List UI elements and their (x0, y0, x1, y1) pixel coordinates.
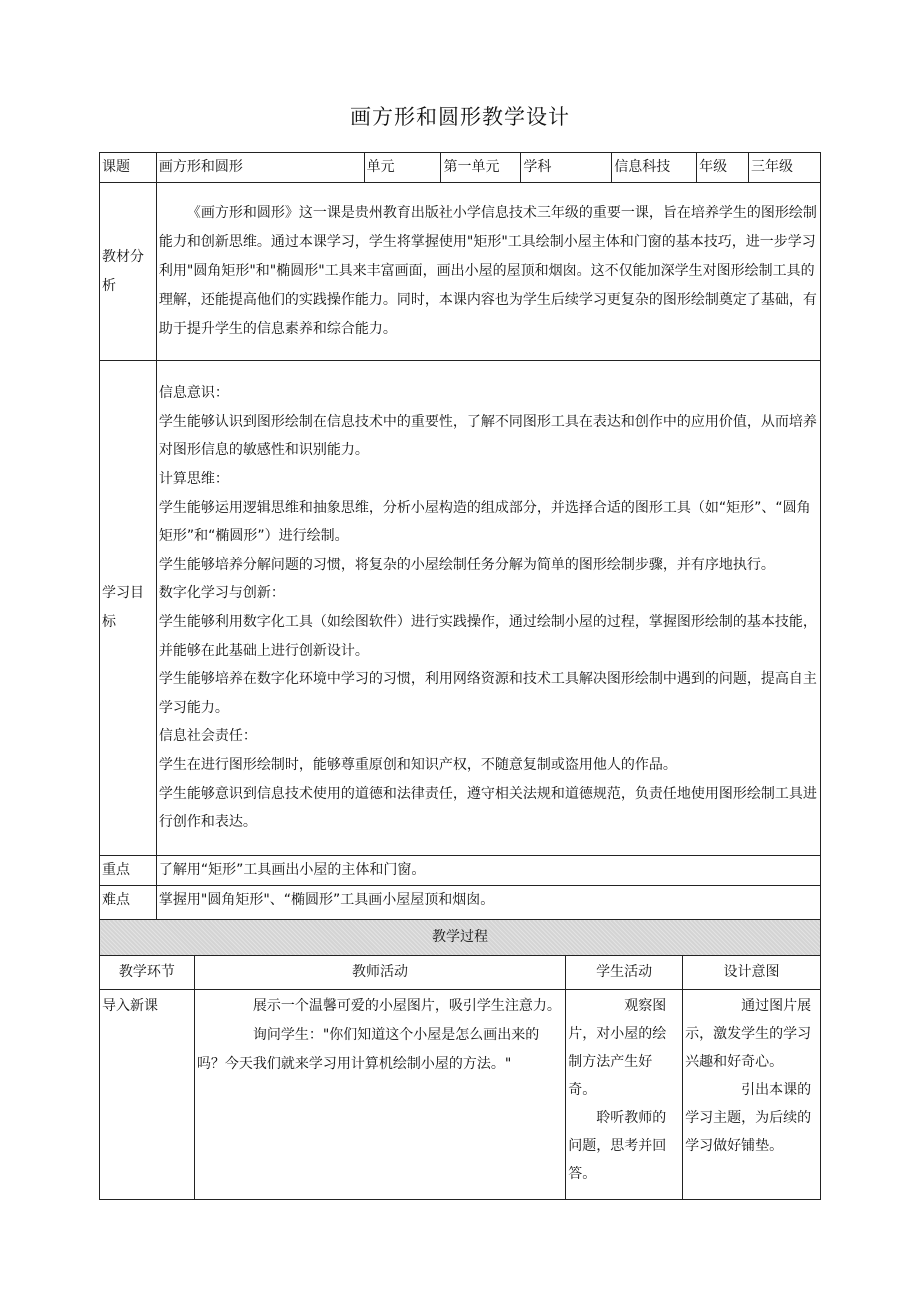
topic-value: 画方形和圆形 (156, 153, 364, 183)
objective-item: 学生能够意识到信息技术使用的道德和法律责任，遵守相关法规和道德规范，负责任地使用图形绘制工具进行创作和表达。 (158, 785, 817, 831)
difficulty-row (100, 886, 821, 920)
subject-value: 信息科技 (612, 153, 697, 183)
unit-value: 第一单元 (441, 153, 521, 183)
unit-label: 单元 (364, 153, 441, 183)
subject-label: 学科 (521, 153, 612, 183)
objective-item: 学生能够利用数字化工具（如绘图软件）进行实践操作，通过绘制小屋的过程，掌握图形绘制的基本技能，并能够在此基础上进行创新设计。 (158, 614, 817, 659)
analysis-paragraph: 《画方形和圆形》这一课是贵州教育出版社小学信息技术三年级的重要一课，旨在培养学生的图形绘制能力和创新思维。通过本课学习，学生将掌握使用"矩形"工具绘制小屋主体和门窗的基本技巧，进一步学习利用"圆角矩形"和"椭圆形"工具来丰富画面，画出小屋的屋顶和烟囱。这不仅能加深学生对图形绘制工具的理解，还能提高他们的实践操作能力。同时，本课内容也为学生后续学习更复杂的图形绘制奠定了基础，有助于提升学生的信息素养和综合能力。 (158, 205, 817, 337)
column-header-stage: 教学环节 (100, 956, 195, 990)
teaching-process-table (99, 919, 821, 1200)
info-row (100, 153, 821, 183)
process-header-row (100, 956, 821, 990)
objective-item: 学生能够培养分解问题的习惯，将复杂的小屋绘制任务分解为简单的图形绘制步骤，并有序地执行。 (158, 556, 775, 573)
teacher-activity-cell (194, 990, 565, 1200)
student-activity-item: 观察图片，对小屋的绘制方法产生好奇。 (568, 998, 667, 1098)
objectives-row (100, 361, 821, 856)
objectives-content (156, 361, 820, 856)
column-header-intent: 设计意图 (683, 956, 821, 990)
student-activity-item: 聆听教师的问题，思考并回答。 (568, 1110, 667, 1182)
intent-cell (683, 990, 821, 1200)
teacher-activity-item: 展示一个温馨可爱的小屋图片，吸引学生注意力。 (252, 998, 561, 1014)
process-heading-row (100, 920, 821, 956)
lesson-info-table (99, 152, 821, 920)
objective-heading: 信息意识： (158, 385, 229, 402)
analysis-text (156, 183, 820, 361)
stage-cell: 导入新课 (100, 990, 195, 1200)
teacher-activity-item: 询问学生："你们知道这个小屋是怎么画出来的吗？今天我们就来学习用计算机绘制小屋的方法。" (196, 1027, 540, 1072)
grade-value: 三年级 (749, 153, 821, 183)
student-activity-cell (566, 990, 683, 1200)
analysis-label-line1: 教材分 (102, 248, 144, 265)
column-header-student: 学生活动 (566, 956, 683, 990)
objective-heading: 数字化学习与创新： (158, 585, 285, 602)
page-title: 画方形和圆形教学设计 (350, 105, 570, 129)
key-point-row (100, 856, 821, 886)
objective-item: 学生能够认识到图形绘制在信息技术中的重要性，了解不同图形工具在表达和创作中的应用价值，从而培养对图形信息的敏感性和识别能力。 (158, 413, 817, 459)
key-point-label: 重点 (100, 856, 157, 886)
difficulty-text: 掌握用"圆角矩形"、“椭圆形”工具画小屋屋顶和烟囱。 (156, 886, 820, 920)
objective-heading: 计算思维： (158, 471, 229, 488)
intent-item: 引出本课的学习主题，为后续的学习做好铺垫。 (685, 1082, 812, 1154)
analysis-label (100, 183, 157, 361)
difficulty-label: 难点 (100, 886, 157, 920)
objective-item: 学生在进行图形绘制时，能够尊重原创和知识产权，不随意复制或盗用他人的作品。 (158, 756, 677, 773)
process-heading: 教学过程 (100, 920, 821, 956)
objective-heading: 信息社会责任： (158, 728, 257, 745)
objective-item: 学生能够运用逻辑思维和抽象思维，分析小屋构造的组成部分，并选择合适的图形工具（如“矩形”、“圆角矩形”和“椭圆形”）进行绘制。 (158, 499, 811, 545)
analysis-row (100, 183, 821, 361)
key-point-text: 了解用“矩形”工具画出小屋的主体和门窗。 (156, 856, 820, 886)
objective-item: 学生能够培养在数字化环境中学习的习惯，利用网络资源和技术工具解决图形绘制中遇到的问题，提高自主学习能力。 (158, 671, 817, 716)
column-header-teacher: 教师活动 (194, 956, 565, 990)
objectives-label (100, 361, 157, 856)
grade-label: 年级 (697, 153, 749, 183)
objectives-label-line2: 标 (102, 614, 116, 630)
analysis-label-line2: 析 (102, 277, 116, 294)
table-row (100, 990, 821, 1200)
topic-label: 课题 (100, 153, 157, 183)
objectives-label-line1: 学习目 (102, 585, 144, 601)
intent-item: 通过图片展示，激发学生的学习兴趣和好奇心。 (685, 998, 812, 1070)
